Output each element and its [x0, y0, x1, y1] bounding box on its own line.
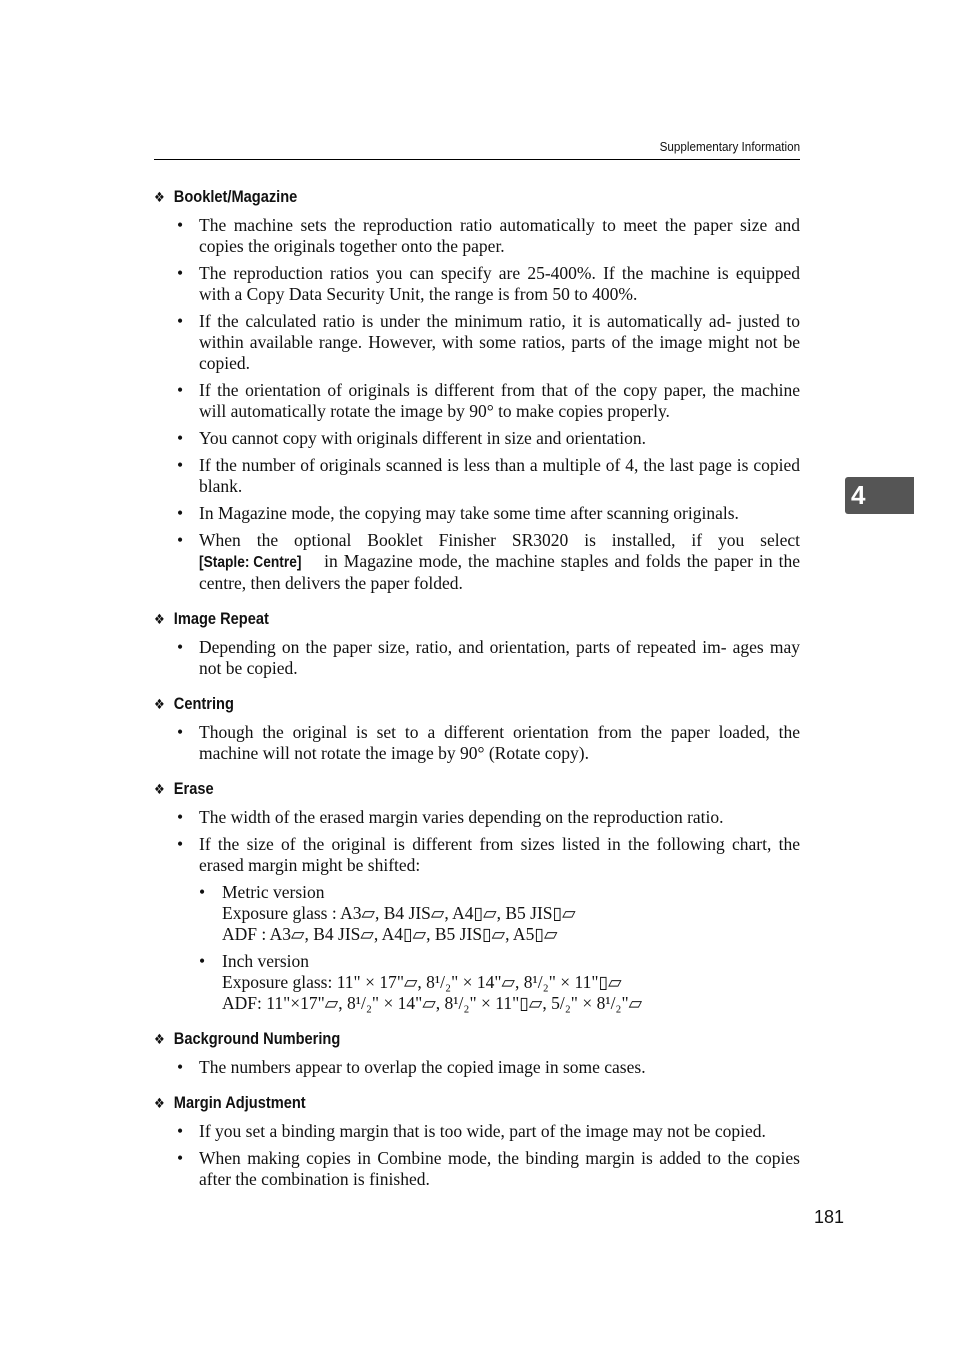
diamond-bullet-icon: ❖	[154, 189, 165, 205]
sub-list	[199, 882, 800, 1014]
diamond-bullet-icon: ❖	[154, 1031, 165, 1047]
list-item: • The reproduction ratios you can specify are 25-400%. If the machine is equipped with a Copy Data Security Unit, the range is from 50 to 400%.	[177, 263, 800, 305]
page-content	[154, 186, 800, 1204]
staple-centre-key: [Staple: Centre]	[199, 554, 302, 571]
section-title: ❖ Margin Adjustment	[154, 1093, 306, 1112]
list-item: • Though the original is set to a different orientation from the paper loaded, the machine will not rotate the image by 90° (Rotate copy).	[177, 722, 800, 764]
bullet-list	[177, 637, 800, 679]
bullet-list	[177, 807, 800, 1014]
sub-list-item-metric: • Metric version Exposure glass : A3▱, B4 JIS▱, A4▯▱, B5 JIS▯▱ ADF : A3▱, B4 JIS▱, A4▯▱, B5 JIS▯▱, A5▯▱	[199, 882, 800, 945]
list-item: • In Magazine mode, the copying may take some time after scanning originals.	[177, 503, 800, 524]
section-erase	[154, 778, 800, 1014]
list-item: • Depending on the paper size, ratio, and orientation, parts of repeated im- ages may not be copied.	[177, 637, 800, 679]
bullet-list	[177, 722, 800, 764]
section-title: ❖ Centring	[154, 694, 234, 713]
list-item: • The numbers appear to overlap the copied image in some cases.	[177, 1057, 800, 1078]
section-title: ❖ Image Repeat	[154, 609, 269, 628]
list-item: • When making copies in Combine mode, the binding margin is added to the copies after the combination is finished.	[177, 1148, 800, 1190]
list-item: • You cannot copy with originals different in size and orientation.	[177, 428, 800, 449]
section-booklet-magazine	[154, 186, 800, 594]
list-item: • If the size of the original is different from sizes listed in the following chart, the erased margin might be shifted: • Metric version Exposure glass : A3▱, B4 JIS▱, A4▯▱, B5 JIS▯▱ ADF : A3▱, B4 JIS▱, A4▯▱, B5 JIS▯▱, A5▯▱ • Inch version Exposure glass: 11" × 17"▱, 8¹/₂" × 14"▱, 8¹/₂" × 11"▯▱ ADF: 11"×17"▱, 8¹/₂" × 14"▱, 8¹/₂" × 11"▯▱, 5/₂" × 8¹/₂"▱	[177, 834, 800, 1014]
section-title: ❖ Erase	[154, 779, 214, 798]
list-item: • The machine sets the reproduction ratio automatically to meet the paper size and copies the originals together onto the paper.	[177, 215, 800, 257]
list-item: • If the orientation of originals is different from that of the copy paper, the machine will automatically rotate the image by 90° to make copies properly.	[177, 380, 800, 422]
diamond-bullet-icon: ❖	[154, 611, 165, 627]
running-header	[154, 138, 800, 160]
list-item: • The width of the erased margin varies depending on the reproduction ratio.	[177, 807, 800, 828]
chapter-tab	[845, 477, 914, 514]
diamond-bullet-icon: ❖	[154, 1095, 165, 1111]
header-text: Supplementary Information	[659, 139, 800, 154]
section-margin-adjustment	[154, 1092, 800, 1190]
diamond-bullet-icon: ❖	[154, 696, 165, 712]
bullet-list	[177, 1121, 800, 1190]
list-item: • If you set a binding margin that is too wide, part of the image may not be copied.	[177, 1121, 800, 1142]
section-centring	[154, 693, 800, 764]
page-number: 181	[814, 1207, 845, 1227]
section-title: ❖ Background Numbering	[154, 1029, 341, 1048]
sub-list-item-inch: • Inch version Exposure glass: 11" × 17"▱, 8¹/₂" × 14"▱, 8¹/₂" × 11"▯▱ ADF: 11"×17"▱, 8¹/₂" × 14"▱, 8¹/₂" × 11"▯▱, 5/₂" × 8¹/₂"▱	[199, 951, 800, 1014]
section-title: ❖ Booklet/Magazine	[154, 187, 298, 206]
bullet-list	[177, 1057, 800, 1078]
section-image-repeat	[154, 608, 800, 679]
list-item: • If the calculated ratio is under the minimum ratio, it is automatically ad- justed to within available range. However, with some ratios, parts of the image might not be copied.	[177, 311, 800, 374]
list-item-staple: • When the optional Booklet Finisher SR3020 is installed, if you select [Staple: Centre] in Magazine mode, the machine staples and folds the paper in the centre, then delivers the paper folded.	[177, 530, 800, 594]
chapter-tab-label: 4	[851, 480, 866, 510]
diamond-bullet-icon: ❖	[154, 781, 165, 797]
list-item: • If the number of originals scanned is less than a multiple of 4, the last page is copied blank.	[177, 455, 800, 497]
bullet-list	[177, 215, 800, 594]
section-background-numbering	[154, 1028, 800, 1078]
